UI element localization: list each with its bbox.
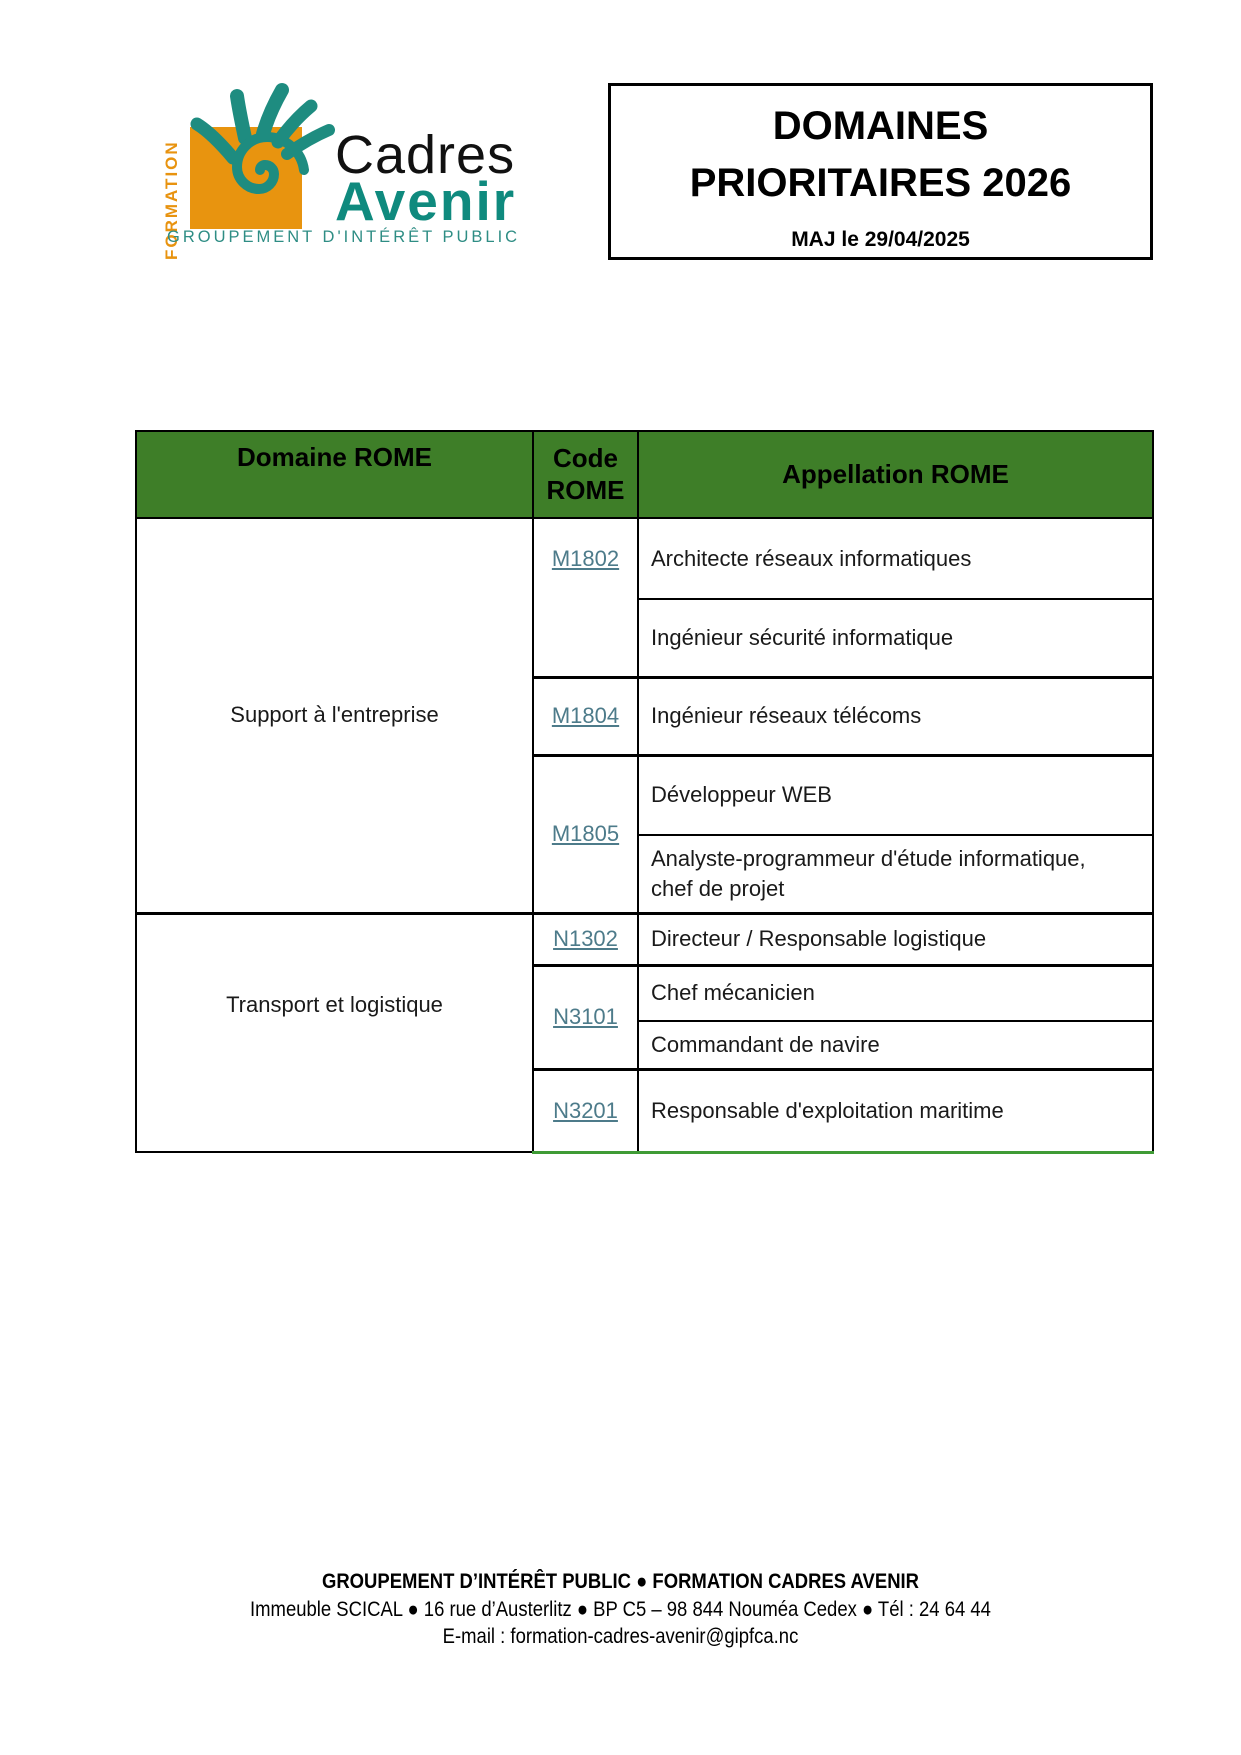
header-code-rome: Code ROME — [533, 431, 638, 518]
code-cell — [533, 518, 638, 677]
code-cell — [533, 755, 638, 913]
footer-address-line: Immeuble SCICAL ● 16 rue d’Austerlitz ● BP C5 – 98 844 Nouméa Cedex ● Tél : 24 64 44 — [250, 1597, 991, 1621]
footer — [0, 1568, 1241, 1651]
formation-cadres-avenir-logo — [150, 80, 570, 260]
code-cell — [533, 965, 638, 1069]
appellation-cell: Directeur / Responsable logistique — [638, 913, 1153, 965]
logo-cadres-text: Cadres — [335, 125, 516, 185]
hand-spiral-icon — [175, 80, 355, 235]
code-link-n3101[interactable]: N3101 — [553, 1004, 618, 1029]
domaine-transport-logistique: Transport et logistique — [136, 913, 533, 1152]
title-line-2: PRIORITAIRES 2026 — [689, 161, 1072, 205]
appellation-cell: Ingénieur sécurité informatique — [638, 599, 1153, 677]
appellation-cell: Ingénieur réseaux télécoms — [638, 677, 1153, 755]
code-cell — [533, 677, 638, 755]
domaine-support-entreprise: Support à l'entreprise — [136, 518, 533, 913]
footer-org-line: GROUPEMENT D’INTÉRÊT PUBLIC ● FORMATION CADRES AVENIR — [321, 1570, 920, 1593]
appellation-cell: Analyste-programmeur d'étude informatique, chef de projet — [638, 835, 1153, 913]
update-date: MAJ le 29/04/2025 — [791, 228, 970, 251]
logo-avenir-text: Avenir — [335, 170, 517, 232]
code-cell — [533, 913, 638, 965]
title-box — [608, 83, 1153, 260]
code-cell — [533, 1069, 638, 1152]
header-domaine-rome: Domaine ROME — [136, 431, 533, 518]
appellation-cell: Chef mécanicien — [638, 965, 1153, 1021]
footer-email-line: E-mail : formation-cadres-avenir@gipfca.nc — [442, 1625, 799, 1648]
logo-formation-label: FORMATION — [162, 140, 181, 260]
code-link-m1802[interactable]: M1802 — [551, 546, 620, 572]
rome-domains-table — [135, 430, 1154, 1154]
appellation-cell: Architecte réseaux informatiques — [638, 518, 1153, 599]
appellation-cell: Responsable d'exploitation maritime — [638, 1069, 1153, 1152]
code-link-m1805[interactable]: M1805 — [551, 821, 620, 846]
code-link-n3201[interactable]: N3201 — [553, 1097, 618, 1123]
table-row — [136, 913, 1153, 965]
appellation-cell: Commandant de navire — [638, 1021, 1153, 1069]
title-line-1: DOMAINES — [772, 104, 989, 148]
header-appellation-rome: Appellation ROME — [638, 431, 1153, 518]
table-row — [136, 518, 1153, 599]
logo-subtitle: GROUPEMENT D'INTÉRÊT PUBLIC — [167, 228, 521, 246]
appellation-cell: Développeur WEB — [638, 755, 1153, 835]
code-link-n1302[interactable]: N1302 — [553, 926, 618, 951]
code-link-m1804[interactable]: M1804 — [551, 703, 620, 728]
